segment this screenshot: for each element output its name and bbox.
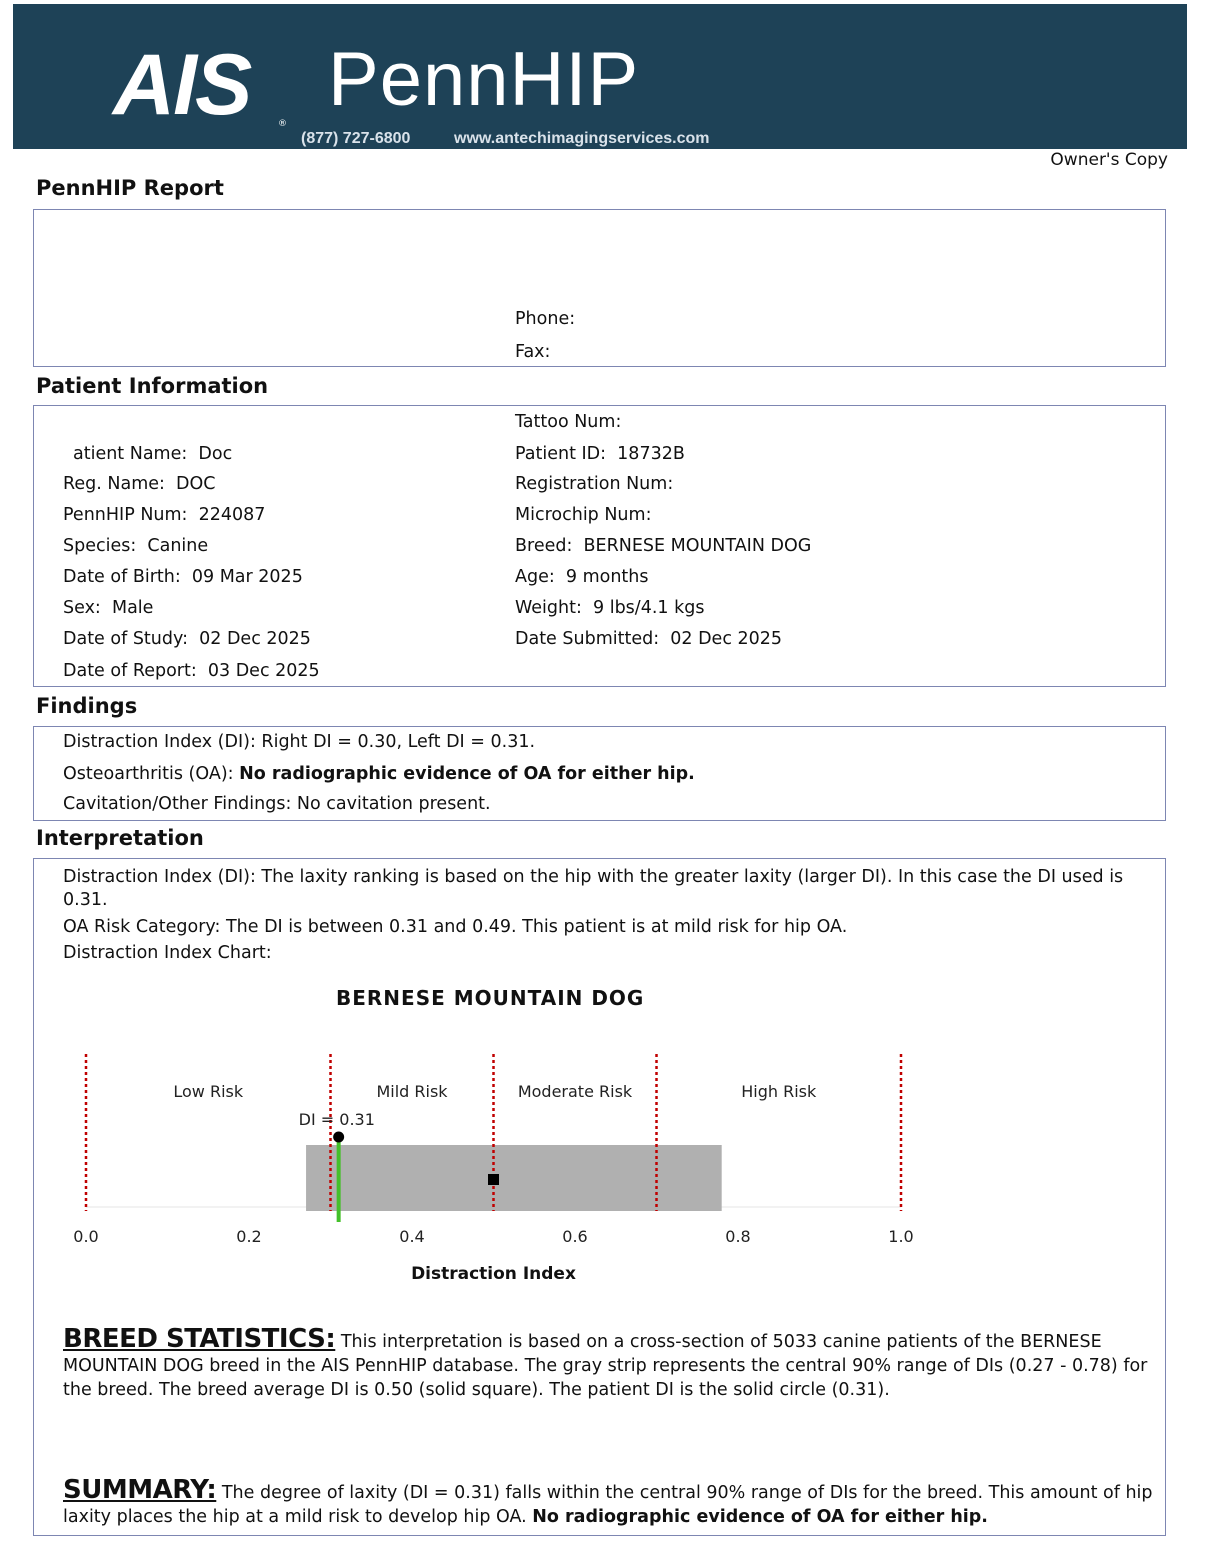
summary-line2: laxity places the hip at a mild risk to develop hip OA. [63, 1507, 527, 1527]
x-tick-label-0: 0.0 [73, 1227, 99, 1246]
findings-oa-line: Osteoarthritis (OA): No radiographic evidence of OA for either hip. [63, 764, 695, 784]
breed-statistics-line1: This interpretation is based on a cross-section of 5033 canine patients of the BERNESE [340, 1332, 1102, 1352]
interpretation-section-title: Interpretation [36, 826, 204, 850]
risk-zone-label-3: High Risk [741, 1082, 817, 1101]
tattoo-num-field: Tattoo Num: [515, 412, 622, 432]
breed-field: Breed: BERNESE MOUNTAIN DOG [515, 536, 812, 556]
chart-title: BERNESE MOUNTAIN DOG [336, 986, 645, 1010]
breed-statistics-heading: BREED STATISTICS: [63, 1324, 336, 1354]
reg-name-field: Reg. Name: DOC [63, 474, 216, 494]
header-phone: (877) 727-6800 [301, 130, 411, 147]
x-tick-label-4: 0.8 [725, 1227, 751, 1246]
risk-zone-label-2: Moderate Risk [517, 1082, 633, 1101]
patient-name-field: atient Name: Doc [73, 444, 233, 464]
microchip-num-field: Microchip Num: [515, 505, 652, 525]
x-tick-label-5: 1.0 [888, 1227, 914, 1246]
summary-block [63, 1475, 1153, 1529]
interpretation-box [33, 858, 1166, 1536]
header-banner [13, 4, 1187, 149]
date-of-report-field: Date of Report: 03 Dec 2025 [63, 661, 320, 681]
findings-box [33, 726, 1166, 821]
x-axis-label: Distraction Index [411, 1264, 576, 1284]
ais-logo: AIS [113, 37, 251, 133]
species-field: Species: Canine [63, 536, 209, 556]
patient-id-field: Patient ID: 18732B [515, 444, 685, 464]
x-tick-label-3: 0.6 [562, 1227, 588, 1246]
risk-zone-label-1: Mild Risk [376, 1082, 448, 1101]
summary-line2-bold: No radiographic evidence of OA for either hip. [532, 1507, 988, 1527]
dob-field: Date of Birth: 09 Mar 2025 [63, 567, 303, 587]
date-of-study-field: Date of Study: 02 Dec 2025 [63, 629, 311, 649]
sex-field: Sex: Male [63, 598, 154, 618]
breed-average-square [488, 1174, 499, 1185]
fax-label: Fax: [515, 342, 551, 362]
report-section-title: PennHIP Report [36, 176, 224, 200]
registered-mark: ® [278, 119, 287, 129]
summary-heading: SUMMARY: [63, 1475, 217, 1505]
patient-info-box [33, 405, 1166, 687]
report-box [33, 209, 1166, 367]
header-website: www.antechimagingservices.com [454, 130, 710, 147]
pennhip-num-field: PennHIP Num: 224087 [63, 505, 266, 525]
phone-label: Phone: [515, 309, 576, 329]
x-tick-label-1: 0.2 [236, 1227, 262, 1246]
date-submitted-field: Date Submitted: 02 Dec 2025 [515, 629, 783, 649]
owners-copy-label: Owner's Copy [1050, 150, 1168, 170]
interpretation-di-text: Distraction Index (DI): The laxity ranking is based on the hip with the greater laxity (larger DI). In this case the DI used is 0.31. [63, 867, 1124, 910]
risk-zone-label-0: Low Risk [173, 1082, 244, 1101]
breed-statistics-block [63, 1324, 1153, 1402]
distraction-index-chart [34, 859, 1164, 1299]
registration-num-field: Registration Num: [515, 474, 674, 494]
age-field: Age: 9 months [515, 567, 649, 587]
patient-di-circle [333, 1132, 344, 1143]
breed-statistics-line3: the breed. The breed average DI is 0.50 (solid square). The patient DI is the solid circle (0.31). [63, 1380, 890, 1400]
weight-field: Weight: 9 lbs/4.1 kgs [515, 598, 705, 618]
breed-statistics-line2: MOUNTAIN DOG breed in the AIS PennHIP database. The gray strip represents the central 90% range of DIs (0.27 - 0.78) for [63, 1356, 1148, 1376]
findings-di-line: Distraction Index (DI): Right DI = 0.30, Left DI = 0.31. [63, 732, 536, 752]
patient-section-title: Patient Information [36, 374, 269, 398]
oa-risk-category: OA Risk Category: The DI is between 0.31 and 0.49. This patient is at mild risk for hip OA. [63, 917, 848, 937]
findings-cavitation-line: Cavitation/Other Findings: No cavitation present. [63, 794, 491, 814]
summary-line1: The degree of laxity (DI = 0.31) falls within the central 90% range of DIs for the breed. This amount of hip [221, 1483, 1153, 1503]
pennhip-logo: PennHIP [328, 37, 640, 122]
chart-label: Distraction Index Chart: [63, 943, 272, 963]
patient-di-label: DI = 0.31 [298, 1110, 375, 1129]
central-range-strip [306, 1145, 722, 1211]
findings-section-title: Findings [36, 694, 138, 718]
x-tick-label-2: 0.4 [399, 1227, 425, 1246]
